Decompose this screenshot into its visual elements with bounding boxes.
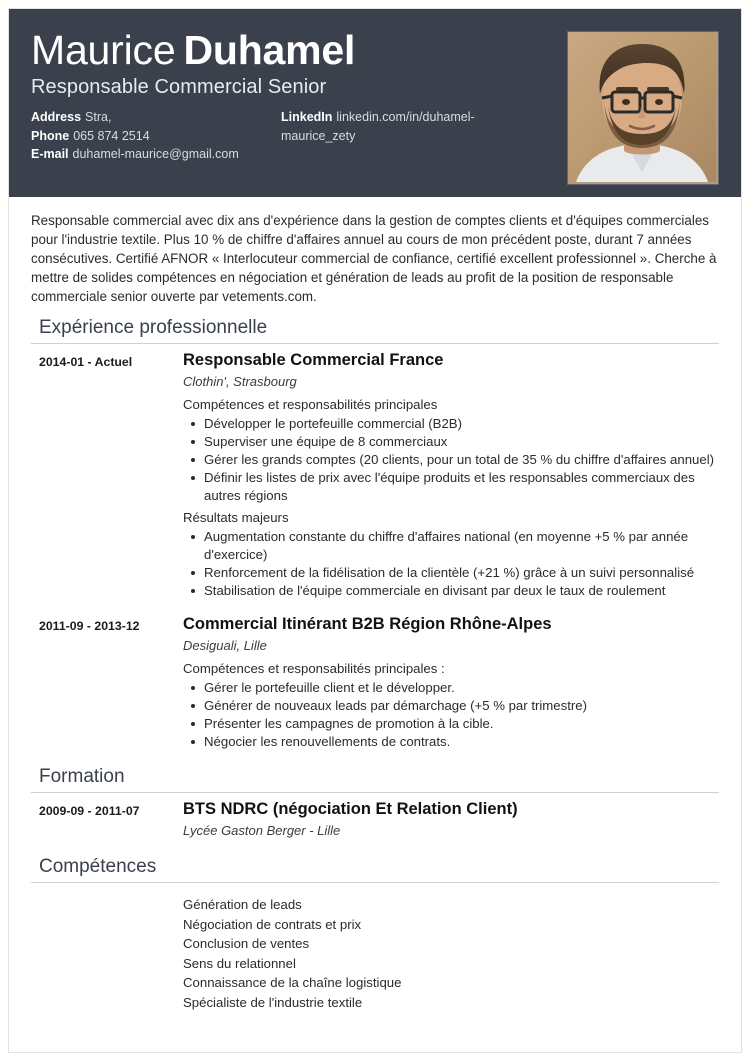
bullet-item: Gérer les grands comptes (20 clients, pour un total de 35 % du chiffre d'affaires annuel) (183, 451, 719, 469)
skill-item: Génération de leads (183, 897, 302, 912)
bullet-item: Présenter les campagnes de promotion à la cible. (183, 715, 719, 733)
section-title-experience: Expérience professionnelle (31, 316, 719, 344)
header-job-title: Responsable Commercial Senior (31, 76, 327, 98)
experience-bullet-list (183, 528, 719, 600)
bullet-item: Superviser une équipe de 8 commerciaux (183, 433, 719, 451)
skill-item: Sens du relationnel (183, 955, 296, 971)
experience-entry (31, 614, 719, 755)
contact-phone-label: Phone (31, 128, 70, 143)
experience-bullet-list (183, 415, 719, 505)
contact-email[interactable] (31, 145, 281, 164)
bullet-item: Générer de nouveaux leads par démarchage (+5 % par trimestre) (183, 697, 719, 715)
contact-address-value: Stra, (85, 110, 112, 124)
profile-summary: Responsable commercial avec dix ans d'expérience dans la gestion de comptes clients et d'équipes commerciales pour l'industrie textile. Plus 10 % de chiffre d'affaires annuel au cours de mon précédent poste, durant 7 années consécutives. Certifié AFNOR « Interlocuteur commercial de confiance, certifié excellent professionnel ». Cherche à mettre de solides compétences en négociation et génération de leads au profit de la position de responsable commerciale senior ouverte par vetements.com. (31, 213, 717, 304)
contact-linkedin[interactable] (281, 108, 531, 145)
contact-column-right (281, 108, 531, 164)
experience-entry-body (183, 350, 719, 604)
bullet-item: Négocier les renouvellements de contrats. (183, 733, 719, 751)
experience-group-lead: Résultats majeurs (183, 510, 289, 525)
profile-photo (567, 31, 719, 185)
section-title-competences: Compétences (31, 855, 719, 883)
contact-phone-value: 065 874 2514 (73, 128, 150, 143)
resume-header (9, 9, 741, 197)
experience-entry-title: Commercial Itinérant B2B Région Rhône-Alpes (183, 615, 552, 633)
section-experience (31, 316, 719, 755)
portrait-illustration (568, 32, 716, 182)
contact-linkedin-value[interactable]: linkedin.com/in/duhamel-maurice_zety (281, 110, 475, 143)
experience-group-lead: Compétences et responsabilités principales : (183, 661, 445, 676)
experience-group-lead: Compétences et responsabilités principales (183, 397, 438, 412)
bullet-item: Gérer le portefeuille client et le développer. (183, 679, 719, 697)
last-name: Duhamel (183, 27, 356, 73)
contact-linkedin-label: LinkedIn (281, 110, 333, 124)
first-name: Maurice (31, 27, 176, 73)
skill-item: Négociation de contrats et prix (183, 916, 362, 932)
contact-email-label: E-mail (31, 147, 69, 161)
experience-entry-title: Responsable Commercial France (183, 351, 444, 369)
bullet-item: Développer le portefeuille commercial (B2B) (183, 415, 719, 433)
section-title-formation: Formation (31, 765, 719, 793)
formation-entry-title: BTS NDRC (négociation Et Relation Client) (183, 800, 518, 818)
formation-entry (31, 799, 719, 845)
resume-sheet (8, 8, 742, 1053)
skill-item: Conclusion de ventes (183, 936, 310, 951)
skill-item: Connaissance de la chaîne logistique (183, 975, 402, 990)
skill-item: Spécialiste de l'industrie textile (183, 994, 363, 1010)
contact-column-left (31, 108, 281, 164)
section-competences (31, 855, 719, 1012)
bullet-item: Stabilisation de l'équipe commerciale en divisant par deux le taux de roulement (183, 582, 719, 600)
contact-address (31, 108, 281, 127)
experience-entry-company: Clothin', Strasbourg (183, 374, 297, 389)
bullet-item: Augmentation constante du chiffre d'affaires national (en moyenne +5 % par année d'exercice) (183, 528, 719, 564)
bullet-item: Définir les listes de prix avec l'équipe produits et les responsables commerciaux des autres régions (183, 469, 719, 505)
experience-entry-date: 2014-01 - Actuel (39, 355, 133, 369)
experience-entry-date: 2011-09 - 2013-12 (39, 619, 140, 633)
contact-address-label: Address (31, 110, 82, 124)
formation-entry-body (183, 799, 719, 845)
experience-entry-body (183, 614, 719, 755)
bullet-item: Renforcement de la fidélisation de la clientèle (+21 %) grâce à un suivi personnalisé (183, 564, 719, 582)
skills-list (31, 889, 719, 1012)
contact-phone (31, 127, 281, 146)
section-formation (31, 765, 719, 845)
contact-email-value[interactable]: duhamel-maurice@gmail.com (72, 147, 239, 161)
experience-entry-company: Desiguali, Lille (183, 638, 267, 653)
formation-entry-date: 2009-09 - 2011-07 (39, 804, 140, 818)
experience-bullet-list (183, 679, 719, 751)
formation-entry-school: Lycée Gaston Berger - Lille (183, 823, 341, 838)
experience-entry (31, 350, 719, 604)
resume-content (9, 197, 741, 1012)
